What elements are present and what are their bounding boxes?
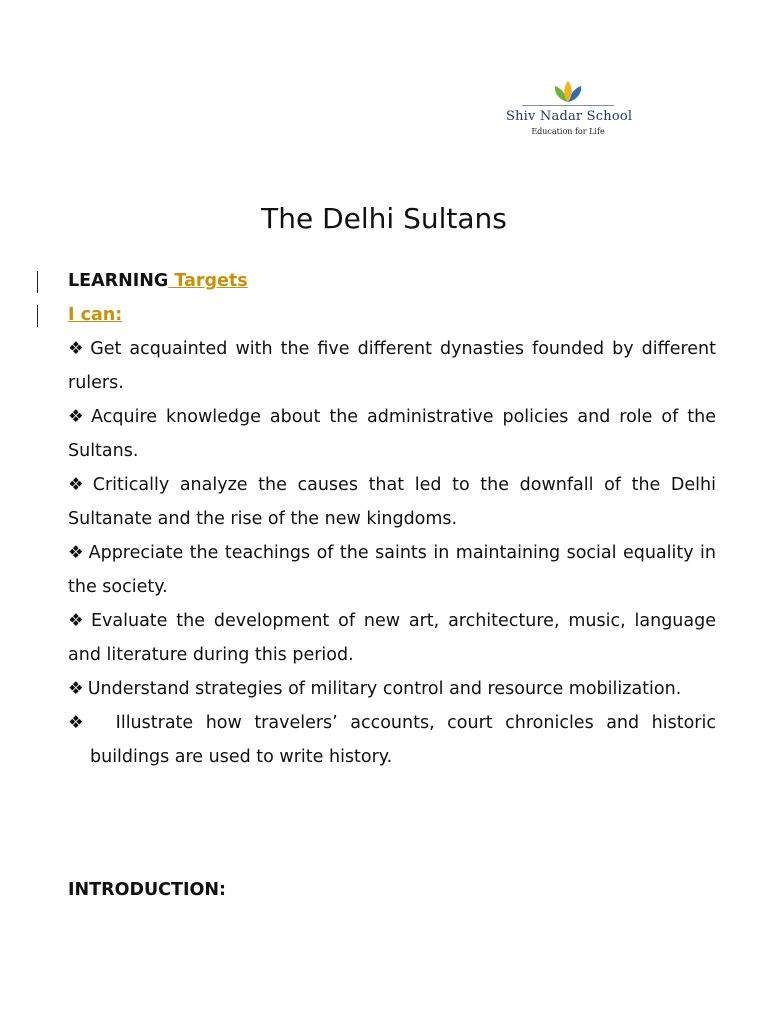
learning-target-text: Illustrate how travelers’ accounts, court chronicles and historic buildings are used to write history. xyxy=(90,713,716,767)
learning-target-item xyxy=(68,672,716,706)
learning-target-text: Evaluate the development of new art, architecture, music, language and literature during this period. xyxy=(68,611,716,665)
bullet-icon: ❖ xyxy=(68,679,84,699)
learning-target-text: Appreciate the teachings of the saints in maintaining social equality in the society. xyxy=(68,543,716,597)
learning-target-text: Understand strategies of military control and resource mobilization. xyxy=(87,679,682,699)
i-can-heading xyxy=(68,298,716,332)
learning-targets-section xyxy=(68,264,716,774)
learning-target-item xyxy=(68,400,716,468)
learning-target-item xyxy=(68,468,716,536)
logo-divider xyxy=(522,105,614,106)
introduction-heading: INTRODUCTION: xyxy=(68,880,226,900)
bullet-icon: ❖ xyxy=(68,407,88,427)
learning-targets-heading xyxy=(68,264,716,298)
bullet-icon: ❖ xyxy=(68,713,91,733)
bullet-icon: ❖ xyxy=(68,543,85,563)
learning-target-item xyxy=(68,706,716,774)
learning-target-text: Get acquainted with the five different dynasties founded by different rulers. xyxy=(68,339,716,393)
bullet-icon: ❖ xyxy=(68,611,87,631)
logo-tagline: Education for Life xyxy=(531,127,605,136)
lotus-icon xyxy=(551,80,585,104)
learning-target-item xyxy=(68,332,716,400)
learning-target-text: Acquire knowledge about the administrative policies and role of the Sultans. xyxy=(68,407,716,461)
learning-target-item xyxy=(68,536,716,604)
learning-target-text: Critically analyze the causes that led to the downfall of the Delhi Sultanate and the rise of the new kingdoms. xyxy=(68,475,716,529)
bullet-icon: ❖ xyxy=(68,339,87,359)
i-can-label: I can: xyxy=(68,305,123,325)
change-bar xyxy=(37,271,38,293)
page-title: The Delhi Sultans xyxy=(261,201,507,235)
change-bar xyxy=(37,305,38,327)
heading-prefix: LEARNING xyxy=(68,271,169,291)
logo-school-name: Shiv Nadar School xyxy=(506,109,633,124)
school-logo xyxy=(506,80,633,150)
heading-suffix: Targets xyxy=(168,271,248,291)
learning-target-item xyxy=(68,604,716,672)
bullet-icon: ❖ xyxy=(68,475,89,495)
